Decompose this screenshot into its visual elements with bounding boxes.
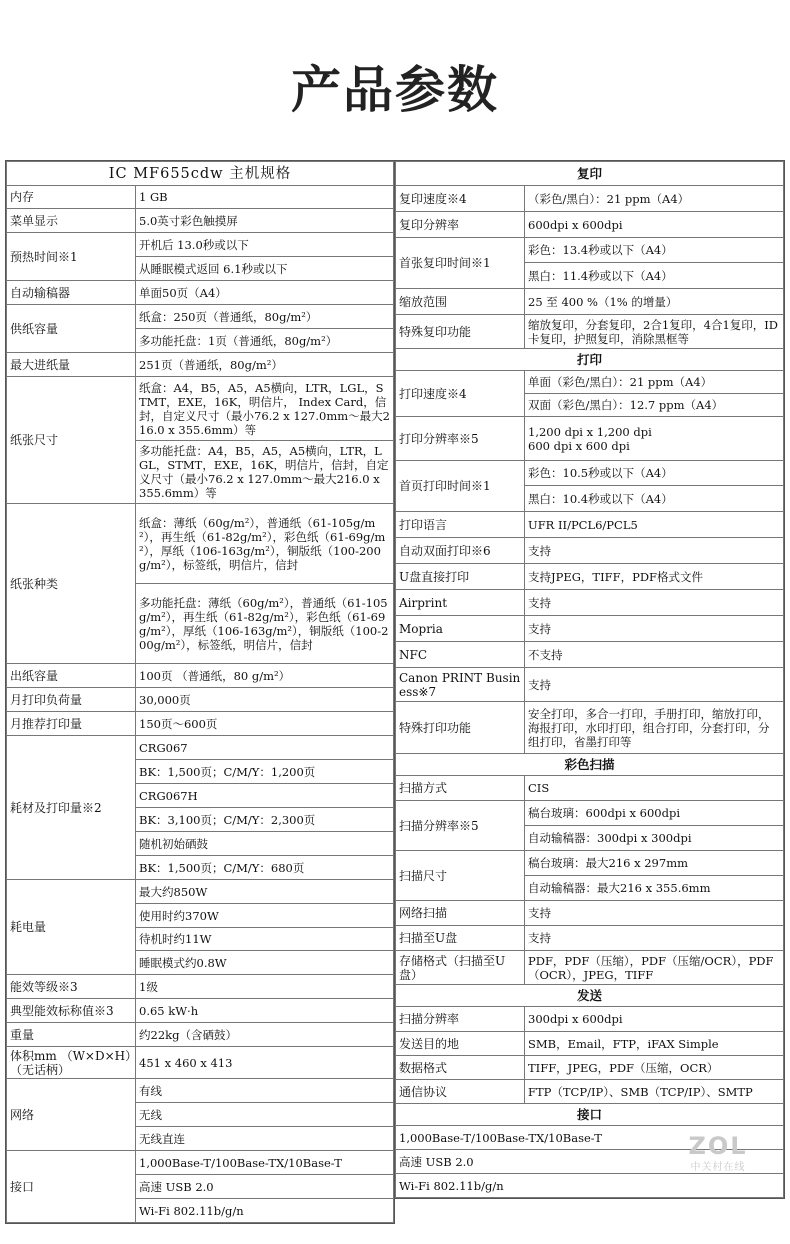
spec-label: 扫描方式	[396, 776, 525, 801]
spec-label: 首张复印时间※1	[396, 238, 525, 289]
spec-value: 300dpi x 600dpi	[525, 1007, 784, 1032]
host-spec-table	[6, 161, 394, 1223]
spec-value: PDF，PDF（压缩），PDF（压缩/OCR），PDF（OCR），JPEG，TIFF	[525, 951, 784, 985]
spec-value: BK：3,100页；C/M/Y：2,300页	[136, 808, 394, 832]
host-spec-title-row	[7, 162, 394, 186]
table-row	[396, 315, 784, 349]
table-row	[396, 951, 784, 985]
table-row	[7, 1151, 394, 1175]
host-spec-title: IC MF655cdw 主机规格	[7, 162, 394, 186]
spec-value: 开机后 13.0秒或以下	[136, 233, 394, 257]
spec-label: 首页打印时间※1	[396, 461, 525, 512]
spec-value: SMB，Email，FTP，iFAX Simple	[525, 1032, 784, 1056]
spec-label: 纸张尺寸	[7, 377, 136, 504]
spec-value: 无线直连	[136, 1127, 394, 1151]
table-row	[396, 1032, 784, 1056]
table-row	[396, 371, 784, 394]
section-interface-title: 接口	[396, 1104, 784, 1126]
spec-value: 5.0英寸彩色触摸屏	[136, 209, 394, 233]
table-row	[7, 305, 394, 329]
spec-value: UFR II/PCL6/PCL5	[525, 512, 784, 538]
table-row	[396, 801, 784, 826]
spec-label: 菜单显示	[7, 209, 136, 233]
spec-value: 自动输稿器：300dpi x 300dpi	[525, 826, 784, 851]
spec-value: 待机时约11W	[136, 928, 394, 951]
table-row	[396, 616, 784, 642]
spec-label: 复印分辨率	[396, 212, 525, 238]
spec-value: 支持	[525, 538, 784, 564]
spec-label: 月推荐打印量	[7, 712, 136, 736]
spec-value: 150页～600页	[136, 712, 394, 736]
table-row	[7, 1047, 394, 1079]
interface-value: 1,000Base-T/100Base-TX/10Base-T	[396, 1126, 784, 1150]
table-row	[7, 233, 394, 257]
spec-label: 预热时间※1	[7, 233, 136, 281]
spec-label: NFC	[396, 642, 525, 668]
table-row	[396, 590, 784, 616]
spec-value: 缩放复印，分套复印，2合1复印，4合1复印，ID卡复印，护照复印，消除黑框等	[525, 315, 784, 349]
spec-value: 251页（普通纸，80g/m²）	[136, 353, 394, 377]
spec-label: 出纸容量	[7, 664, 136, 688]
spec-value: 多功能托盘：A4，B5，A5，A5横向，LTR，LGL，STMT，EXE，16K，明信片，信封，自定义尺寸（最小76.2 x 127.0mm～最大216.0 x 355.6mm）等	[136, 441, 394, 504]
spec-label: 扫描分辨率	[396, 1007, 525, 1032]
spec-label: 数据格式	[396, 1056, 525, 1080]
section-send-title: 发送	[396, 985, 784, 1007]
function-spec-column	[394, 160, 785, 1199]
spec-label: 耗材及打印量※2	[7, 736, 136, 880]
table-row	[396, 564, 784, 590]
table-row	[7, 1079, 394, 1103]
table-row	[396, 238, 784, 263]
spec-label: 能效等级※3	[7, 975, 136, 999]
spec-value: 纸盒：A4，B5，A5，A5横向，LTR，LGL，STMT，EXE，16K，明信片， Index Card，信封，自定义尺寸（最小76.2 x 127.0mm～最大216.0 x 355.6mm）等	[136, 377, 394, 441]
spec-value: 1级	[136, 975, 394, 999]
spec-value: CRG067	[136, 736, 394, 760]
spec-label: U盘直接打印	[396, 564, 525, 590]
spec-label: 特殊复印功能	[396, 315, 525, 349]
watermark-subtitle: 中关村在线	[690, 1162, 746, 1173]
spec-value: 黑白：11.4秒或以下（A4）	[525, 263, 784, 289]
section-copy-title: 复印	[396, 162, 784, 186]
table-row	[396, 417, 784, 461]
table-row	[396, 512, 784, 538]
spec-label: 纸张种类	[7, 504, 136, 664]
table-row	[7, 377, 394, 441]
section-scan-title: 彩色扫描	[396, 754, 784, 776]
spec-label: 内存	[7, 186, 136, 209]
section-scan-title-row	[396, 754, 784, 776]
spec-label: 复印速度※4	[396, 186, 525, 212]
table-row	[7, 186, 394, 209]
spec-value: 稿台玻璃：600dpi x 600dpi	[525, 801, 784, 826]
table-row	[396, 1056, 784, 1080]
spec-value: Wi-Fi 802.11b/g/n	[136, 1199, 394, 1223]
table-row	[7, 975, 394, 999]
spec-label: 打印语言	[396, 512, 525, 538]
table-row	[396, 901, 784, 926]
function-spec-table	[395, 161, 784, 1198]
spec-value: 纸盒：薄纸（60g/m²），普通纸（61-105g/m²），再生纸（61-82g/m²），彩色纸（61-69g/m²），厚纸（106-163g/m²），铜版纸（100-200g/m²），标签纸，明信片，信封	[136, 504, 394, 584]
spec-value: 0.65 kW·h	[136, 999, 394, 1023]
table-row	[396, 776, 784, 801]
table-row	[396, 461, 784, 486]
spec-label: 自动输稿器	[7, 281, 136, 305]
section-print-title-row	[396, 349, 784, 371]
spec-value: 100页 （普通纸，80 g/m²）	[136, 664, 394, 688]
table-row	[7, 736, 394, 760]
section-copy-title-row	[396, 162, 784, 186]
spec-value: 单面50页（A4）	[136, 281, 394, 305]
spec-value: 从睡眠模式返回 6.1秒或以下	[136, 257, 394, 281]
table-row	[396, 926, 784, 951]
spec-value: 多功能托盘：薄纸（60g/m²），普通纸（61-105g/m²），再生纸（61-82g/m²），彩色纸（61-69g/m²），厚纸（106-163g/m²），铜版纸（100-200g/m²），标签纸，明信片，信封	[136, 584, 394, 664]
spec-value: 451 x 460 x 413	[136, 1047, 394, 1079]
host-spec-column	[5, 160, 395, 1224]
section-print-title: 打印	[396, 349, 784, 371]
spec-value: FTP（TCP/IP）、SMB（TCP/IP）、SMTP	[525, 1080, 784, 1104]
spec-label: 缩放范围	[396, 289, 525, 315]
table-row	[7, 281, 394, 305]
spec-label: 最大进纸量	[7, 353, 136, 377]
table-row	[7, 504, 394, 584]
table-row	[396, 289, 784, 315]
spec-value: CRG067H	[136, 784, 394, 808]
watermark-logo: ZOL	[688, 1132, 748, 1160]
spec-value: BK：1,500页；C/M/Y：680页	[136, 856, 394, 880]
spec-value: 使用时约370W	[136, 904, 394, 928]
table-row	[7, 1023, 394, 1047]
spec-value: 稿台玻璃：最大216 x 297mm	[525, 851, 784, 876]
section-send-title-row	[396, 985, 784, 1007]
spec-value: 睡眠模式约0.8W	[136, 951, 394, 975]
spec-label: Canon PRINT Business※7	[396, 668, 525, 702]
table-row	[396, 1007, 784, 1032]
table-row	[396, 642, 784, 668]
spec-value: CIS	[525, 776, 784, 801]
spec-label: Airprint	[396, 590, 525, 616]
interface-value: Wi-Fi 802.11b/g/n	[396, 1174, 784, 1198]
spec-value: 高速 USB 2.0	[136, 1175, 394, 1199]
spec-value: 有线	[136, 1079, 394, 1103]
table-row	[7, 880, 394, 904]
table-row	[7, 209, 394, 233]
spec-value: 1 GB	[136, 186, 394, 209]
spec-value: 1,000Base-T/100Base-TX/10Base-T	[136, 1151, 394, 1175]
zol-watermark	[668, 1132, 768, 1173]
spec-value: 自动输稿器：最大216 x 355.6mm	[525, 876, 784, 901]
spec-label: 发送目的地	[396, 1032, 525, 1056]
table-row	[7, 664, 394, 688]
spec-label: 通信协议	[396, 1080, 525, 1104]
spec-label: 打印速度※4	[396, 371, 525, 417]
spec-label: 重量	[7, 1023, 136, 1047]
table-row	[7, 688, 394, 712]
section-interface-title-row	[396, 1104, 784, 1126]
spec-label: 接口	[7, 1151, 136, 1223]
spec-label: 存储格式（扫描至U盘）	[396, 951, 525, 985]
spec-label: 供纸容量	[7, 305, 136, 353]
spec-label: 体积mm （W×D×H）（无话柄）	[7, 1047, 136, 1079]
table-row	[396, 702, 784, 754]
spec-value: 随机初始硒鼓	[136, 832, 394, 856]
spec-value: TIFF，JPEG，PDF（压缩，OCR）	[525, 1056, 784, 1080]
spec-label: 打印分辨率※5	[396, 417, 525, 461]
table-row	[396, 1174, 784, 1198]
spec-label: 网络扫描	[396, 901, 525, 926]
table-row	[396, 212, 784, 238]
spec-value: 不支持	[525, 642, 784, 668]
spec-label: 网络	[7, 1079, 136, 1151]
spec-value: 双面（彩色/黑白）：12.7 ppm（A4）	[525, 394, 784, 417]
spec-value: 支持	[525, 590, 784, 616]
spec-value: 支持	[525, 901, 784, 926]
spec-value: 支持JPEG，TIFF，PDF格式文件	[525, 564, 784, 590]
spec-value: 1,200 dpi x 1,200 dpi 600 dpi x 600 dpi	[525, 417, 784, 461]
page-title: 产品参数	[291, 61, 499, 119]
spec-value: 最大约850W	[136, 880, 394, 904]
spec-value: 600dpi x 600dpi	[525, 212, 784, 238]
spec-label: 典型能效标称值※3	[7, 999, 136, 1023]
table-row	[7, 712, 394, 736]
spec-label: 扫描至U盘	[396, 926, 525, 951]
spec-value: 25 至 400 %（1% 的增量）	[525, 289, 784, 315]
spec-value: 安全打印，多合一打印，手册打印，缩放打印，海报打印，水印打印，组合打印，分套打印，分组打印，省墨打印等	[525, 702, 784, 754]
spec-value: 纸盒：250页（普通纸，80g/m²）	[136, 305, 394, 329]
spec-value: 彩色：13.4秒或以下（A4）	[525, 238, 784, 263]
spec-label: 耗电量	[7, 880, 136, 975]
table-row	[396, 851, 784, 876]
spec-label: 特殊打印功能	[396, 702, 525, 754]
interface-value: 高速 USB 2.0	[396, 1150, 784, 1174]
spec-value: （彩色/黑白）：21 ppm（A4）	[525, 186, 784, 212]
spec-label: Mopria	[396, 616, 525, 642]
spec-label: 自动双面打印※6	[396, 538, 525, 564]
spec-value: 彩色：10.5秒或以下（A4）	[525, 461, 784, 486]
spec-value: 约22kg（含硒鼓）	[136, 1023, 394, 1047]
spec-value: 单面（彩色/黑白）：21 ppm（A4）	[525, 371, 784, 394]
spec-value: 30,000页	[136, 688, 394, 712]
spec-label: 扫描分辨率※5	[396, 801, 525, 851]
spec-value: 多功能托盘：1页（普通纸，80g/m²）	[136, 329, 394, 353]
spec-value: 黑白：10.4秒或以下（A4）	[525, 486, 784, 512]
spec-value: 无线	[136, 1103, 394, 1127]
table-row	[396, 538, 784, 564]
spec-value: 支持	[525, 668, 784, 702]
spec-label: 月打印负荷量	[7, 688, 136, 712]
spec-value: 支持	[525, 926, 784, 951]
spec-value: BK：1,500页；C/M/Y：1,200页	[136, 760, 394, 784]
table-row	[396, 1080, 784, 1104]
spec-label: 扫描尺寸	[396, 851, 525, 901]
table-row	[396, 186, 784, 212]
table-row	[396, 668, 784, 702]
table-row	[7, 999, 394, 1023]
spec-value: 支持	[525, 616, 784, 642]
table-row	[7, 353, 394, 377]
